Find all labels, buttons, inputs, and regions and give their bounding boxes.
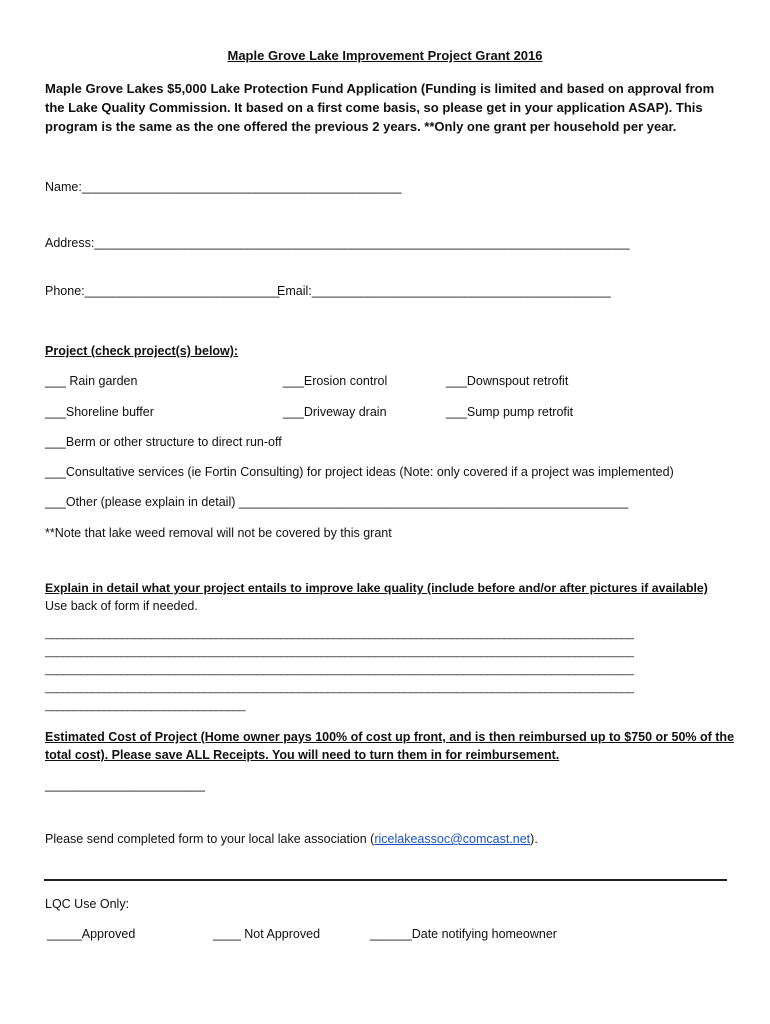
email-field[interactable]: Email:___________________________________________ — [277, 284, 611, 298]
explain-line[interactable]: ____________________________________________________________________________________________________ — [45, 664, 634, 676]
approved-checkbox[interactable]: _____Approved — [47, 927, 136, 941]
date-notifying-field[interactable]: ______Date notifying homeowner — [370, 927, 557, 941]
explain-line[interactable]: ____________________________________________________________________________________________________ — [45, 682, 634, 694]
form-title: Maple Grove Lake Improvement Project Grant 2016 — [227, 48, 543, 63]
berm-checkbox[interactable]: ___Berm or other structure to direct run-off — [45, 435, 282, 449]
explain-heading: Explain in detail what your project entails to improve lake quality (include before and/or after pictures if available) — [45, 581, 708, 595]
explain-subtext: Use back of form if needed. — [45, 599, 198, 613]
explain-line[interactable]: __________________________________ — [45, 700, 246, 712]
rain-garden-checkbox[interactable]: ___ Rain garden — [45, 374, 138, 388]
section-divider — [44, 879, 727, 881]
shoreline-buffer-checkbox[interactable]: ___Shoreline buffer — [45, 405, 154, 419]
lqc-heading: LQC Use Only: — [45, 897, 130, 911]
explain-line[interactable]: ____________________________________________________________________________________________________ — [45, 646, 634, 658]
not-approved-checkbox[interactable]: ____ Not Approved — [213, 927, 321, 941]
project-heading: Project (check project(s) below): — [45, 344, 239, 358]
consultative-services-checkbox[interactable]: ___Consultative services (ie Fortin Consulting) for project ideas (Note: only covered if a project was implemented) — [45, 465, 674, 479]
association-email-link[interactable]: ricelakeassoc@comcast.net — [374, 832, 531, 846]
name-field[interactable]: Name:______________________________________________ — [45, 180, 402, 194]
cost-heading: Estimated Cost of Project (Home owner pays 100% of cost up front, and is then reimbursed up to $750 or 50% of the total cost). Please save ALL Receipts. You will need to turn them in for reimbursement. — [45, 730, 735, 762]
send-suffix: ). — [530, 832, 538, 846]
downspout-retrofit-checkbox[interactable]: ___Downspout retrofit — [446, 374, 569, 388]
explain-line[interactable]: ____________________________________________________________________________________________________ — [45, 628, 634, 640]
phone-field[interactable]: Phone:____________________________ — [45, 284, 280, 298]
driveway-drain-checkbox[interactable]: ___Driveway drain — [283, 405, 387, 419]
address-field[interactable]: Address:_____________________________________________________________________________ — [45, 236, 630, 250]
erosion-control-checkbox[interactable]: ___Erosion control — [283, 374, 388, 388]
send-prefix: Please send completed form to your local lake association ( — [45, 832, 375, 846]
cost-field[interactable]: _______________________ — [45, 778, 205, 792]
weed-removal-note: **Note that lake weed removal will not be covered by this grant — [45, 526, 392, 540]
send-instructions — [45, 832, 538, 846]
other-checkbox[interactable]: ___Other (please explain in detail) ________________________________________________________ — [45, 495, 629, 509]
intro-paragraph: Maple Grove Lakes $5,000 Lake Protection Fund Application (Funding is limited and based on approval from the Lake Quality Commission. It based on a first come basis, so please get in your application ASAP). This program is the same as the one offered the previous 2 years. **Only one grant per household per year. — [45, 81, 715, 134]
sump-pump-retrofit-checkbox[interactable]: ___Sump pump retrofit — [446, 405, 574, 419]
